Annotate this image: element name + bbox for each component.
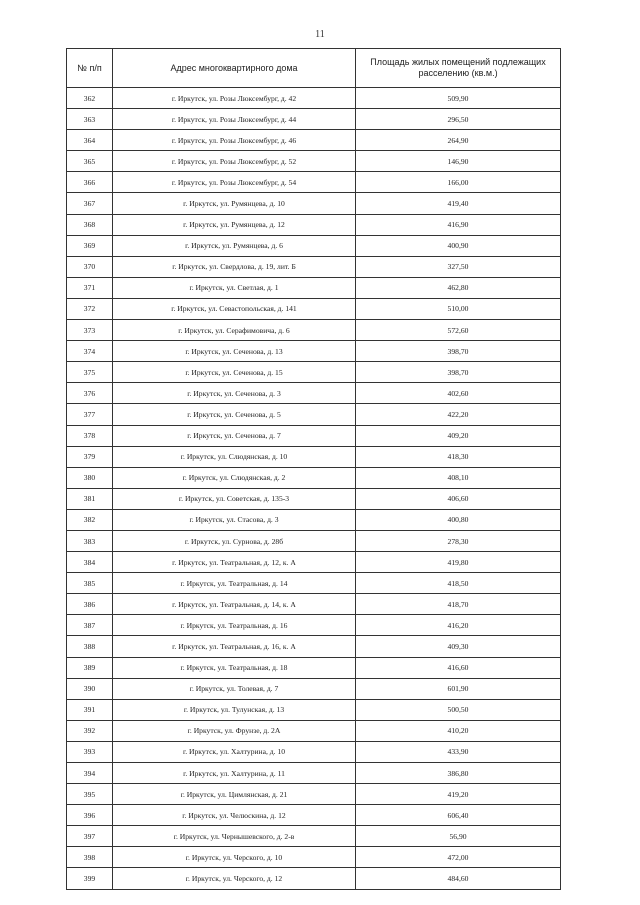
address-cell: г. Иркутск, ул. Розы Люксембург, д. 46 xyxy=(113,130,356,151)
housing-table xyxy=(66,48,561,890)
table-row xyxy=(67,826,561,847)
area-cell: 56,90 xyxy=(356,826,561,847)
address-cell: г. Иркутск, ул. Розы Люксембург, д. 52 xyxy=(113,151,356,172)
address-cell: г. Иркутск, ул. Сеченова, д. 5 xyxy=(113,404,356,425)
area-cell: 408,10 xyxy=(356,467,561,488)
address-cell: г. Иркутск, ул. Сеченова, д. 3 xyxy=(113,383,356,404)
row-number-cell: 392 xyxy=(67,720,113,741)
area-cell: 402,60 xyxy=(356,383,561,404)
address-cell: г. Иркутск, ул. Челюскина, д. 12 xyxy=(113,805,356,826)
address-cell: г. Иркутск, ул. Румянцева, д. 12 xyxy=(113,214,356,235)
address-cell: г. Иркутск, ул. Серафимовича, д. 6 xyxy=(113,320,356,341)
address-cell: г. Иркутск, ул. Розы Люксембург, д. 44 xyxy=(113,109,356,130)
row-number-cell: 377 xyxy=(67,404,113,425)
area-cell: 484,60 xyxy=(356,868,561,889)
address-cell: г. Иркутск, ул. Румянцева, д. 6 xyxy=(113,235,356,256)
row-number-cell: 368 xyxy=(67,214,113,235)
area-cell: 386,80 xyxy=(356,763,561,784)
row-number-cell: 391 xyxy=(67,699,113,720)
row-number-cell: 398 xyxy=(67,847,113,868)
row-number-cell: 364 xyxy=(67,130,113,151)
area-cell: 418,70 xyxy=(356,594,561,615)
address-cell: г. Иркутск, ул. Цимлянская, д. 21 xyxy=(113,784,356,805)
table-row xyxy=(67,847,561,868)
table-body xyxy=(67,88,561,890)
row-number-cell: 396 xyxy=(67,805,113,826)
area-cell: 409,30 xyxy=(356,636,561,657)
table-row xyxy=(67,446,561,467)
row-number-cell: 383 xyxy=(67,530,113,551)
table-row xyxy=(67,235,561,256)
row-number-cell: 393 xyxy=(67,741,113,762)
area-cell: 462,80 xyxy=(356,277,561,298)
table-row xyxy=(67,784,561,805)
table-row xyxy=(67,509,561,530)
area-cell: 410,20 xyxy=(356,720,561,741)
row-number-cell: 363 xyxy=(67,109,113,130)
table-row xyxy=(67,172,561,193)
area-cell: 398,70 xyxy=(356,362,561,383)
area-cell: 606,40 xyxy=(356,805,561,826)
area-cell: 419,20 xyxy=(356,784,561,805)
address-cell: г. Иркутск, ул. Чернышевского, д. 2-в xyxy=(113,826,356,847)
table-row xyxy=(67,256,561,277)
table-row xyxy=(67,130,561,151)
table-row xyxy=(67,594,561,615)
row-number-cell: 373 xyxy=(67,320,113,341)
row-number-cell: 375 xyxy=(67,362,113,383)
area-cell: 327,50 xyxy=(356,256,561,277)
row-number-cell: 380 xyxy=(67,467,113,488)
row-number-cell: 372 xyxy=(67,298,113,319)
table-row xyxy=(67,488,561,509)
table-row xyxy=(67,404,561,425)
row-number-cell: 384 xyxy=(67,552,113,573)
area-cell: 500,50 xyxy=(356,699,561,720)
table-row xyxy=(67,615,561,636)
address-cell: г. Иркутск, ул. Сеченова, д. 15 xyxy=(113,362,356,383)
area-cell: 400,90 xyxy=(356,235,561,256)
row-number-cell: 394 xyxy=(67,763,113,784)
row-number-cell: 376 xyxy=(67,383,113,404)
address-cell: г. Иркутск, ул. Розы Люксембург, д. 54 xyxy=(113,172,356,193)
area-cell: 278,30 xyxy=(356,530,561,551)
row-number-cell: 395 xyxy=(67,784,113,805)
address-cell: г. Иркутск, ул. Театральная, д. 18 xyxy=(113,657,356,678)
header-number: № п/п xyxy=(67,49,113,88)
address-cell: г. Иркутск, ул. Стасова, д. 3 xyxy=(113,509,356,530)
table-row xyxy=(67,678,561,699)
row-number-cell: 386 xyxy=(67,594,113,615)
address-cell: г. Иркутск, ул. Театральная, д. 14 xyxy=(113,573,356,594)
area-cell: 422,20 xyxy=(356,404,561,425)
area-cell: 264,90 xyxy=(356,130,561,151)
address-cell: г. Иркутск, ул. Свердлова, д. 19, лит. Б xyxy=(113,256,356,277)
address-cell: г. Иркутск, ул. Халтурина, д. 10 xyxy=(113,741,356,762)
area-cell: 472,00 xyxy=(356,847,561,868)
area-cell: 166,00 xyxy=(356,172,561,193)
area-cell: 146,90 xyxy=(356,151,561,172)
area-cell: 418,30 xyxy=(356,446,561,467)
address-cell: г. Иркутск, ул. Черского, д. 10 xyxy=(113,847,356,868)
row-number-cell: 367 xyxy=(67,193,113,214)
table-row xyxy=(67,530,561,551)
page-number: 11 xyxy=(315,29,325,40)
area-cell: 509,90 xyxy=(356,88,561,109)
row-number-cell: 389 xyxy=(67,657,113,678)
area-cell: 409,20 xyxy=(356,425,561,446)
table-row xyxy=(67,552,561,573)
header-area: Площадь жилых помещений подлежащих расселению (кв.м.) xyxy=(356,49,561,88)
address-cell: г. Иркутск, ул. Слюдянская, д. 10 xyxy=(113,446,356,467)
area-cell: 416,90 xyxy=(356,214,561,235)
row-number-cell: 370 xyxy=(67,256,113,277)
table-row xyxy=(67,277,561,298)
address-cell: г. Иркутск, ул. Черского, д. 12 xyxy=(113,868,356,889)
table-row xyxy=(67,109,561,130)
address-cell: г. Иркутск, ул. Севастопольская, д. 141 xyxy=(113,298,356,319)
address-cell: г. Иркутск, ул. Розы Люксембург, д. 42 xyxy=(113,88,356,109)
area-cell: 433,90 xyxy=(356,741,561,762)
area-cell: 601,90 xyxy=(356,678,561,699)
table-row xyxy=(67,193,561,214)
row-number-cell: 397 xyxy=(67,826,113,847)
area-cell: 296,50 xyxy=(356,109,561,130)
row-number-cell: 362 xyxy=(67,88,113,109)
table-row xyxy=(67,383,561,404)
area-cell: 416,60 xyxy=(356,657,561,678)
address-cell: г. Иркутск, ул. Советская, д. 135-3 xyxy=(113,488,356,509)
address-cell: г. Иркутск, ул. Тулунская, д. 13 xyxy=(113,699,356,720)
table-row xyxy=(67,741,561,762)
table-row xyxy=(67,805,561,826)
row-number-cell: 390 xyxy=(67,678,113,699)
table-row xyxy=(67,320,561,341)
row-number-cell: 366 xyxy=(67,172,113,193)
area-cell: 400,80 xyxy=(356,509,561,530)
address-cell: г. Иркутск, ул. Румянцева, д. 10 xyxy=(113,193,356,214)
table-header-row xyxy=(67,49,561,88)
table-row xyxy=(67,214,561,235)
address-cell: г. Иркутск, ул. Фрунзе, д. 2А xyxy=(113,720,356,741)
area-cell: 418,50 xyxy=(356,573,561,594)
address-cell: г. Иркутск, ул. Театральная, д. 16 xyxy=(113,615,356,636)
address-cell: г. Иркутск, ул. Толевая, д. 7 xyxy=(113,678,356,699)
row-number-cell: 378 xyxy=(67,425,113,446)
address-cell: г. Иркутск, ул. Театральная, д. 16, к. А xyxy=(113,636,356,657)
table-row xyxy=(67,573,561,594)
area-cell: 572,60 xyxy=(356,320,561,341)
row-number-cell: 374 xyxy=(67,341,113,362)
row-number-cell: 399 xyxy=(67,868,113,889)
address-cell: г. Иркутск, ул. Слюдянская, д. 2 xyxy=(113,467,356,488)
row-number-cell: 369 xyxy=(67,235,113,256)
address-cell: г. Иркутск, ул. Сурнова, д. 28б xyxy=(113,530,356,551)
address-cell: г. Иркутск, ул. Театральная, д. 14, к. А xyxy=(113,594,356,615)
row-number-cell: 371 xyxy=(67,277,113,298)
area-cell: 416,20 xyxy=(356,615,561,636)
area-cell: 398,70 xyxy=(356,341,561,362)
area-cell: 419,40 xyxy=(356,193,561,214)
table-row xyxy=(67,699,561,720)
table-row xyxy=(67,298,561,319)
address-cell: г. Иркутск, ул. Сеченова, д. 13 xyxy=(113,341,356,362)
table-row xyxy=(67,657,561,678)
address-cell: г. Иркутск, ул. Сеченова, д. 7 xyxy=(113,425,356,446)
area-cell: 419,80 xyxy=(356,552,561,573)
row-number-cell: 387 xyxy=(67,615,113,636)
area-cell: 510,00 xyxy=(356,298,561,319)
address-cell: г. Иркутск, ул. Халтурина, д. 11 xyxy=(113,763,356,784)
table-row xyxy=(67,341,561,362)
table-row xyxy=(67,763,561,784)
table-row xyxy=(67,868,561,889)
address-cell: г. Иркутск, ул. Светлая, д. 1 xyxy=(113,277,356,298)
table-row xyxy=(67,362,561,383)
row-number-cell: 385 xyxy=(67,573,113,594)
header-address: Адрес многоквартирного дома xyxy=(113,49,356,88)
row-number-cell: 379 xyxy=(67,446,113,467)
row-number-cell: 365 xyxy=(67,151,113,172)
row-number-cell: 382 xyxy=(67,509,113,530)
row-number-cell: 388 xyxy=(67,636,113,657)
table-row xyxy=(67,425,561,446)
address-cell: г. Иркутск, ул. Театральная, д. 12, к. А xyxy=(113,552,356,573)
row-number-cell: 381 xyxy=(67,488,113,509)
area-cell: 406,60 xyxy=(356,488,561,509)
table-row xyxy=(67,151,561,172)
table-row xyxy=(67,720,561,741)
table-row xyxy=(67,467,561,488)
table-row xyxy=(67,88,561,109)
table-row xyxy=(67,636,561,657)
